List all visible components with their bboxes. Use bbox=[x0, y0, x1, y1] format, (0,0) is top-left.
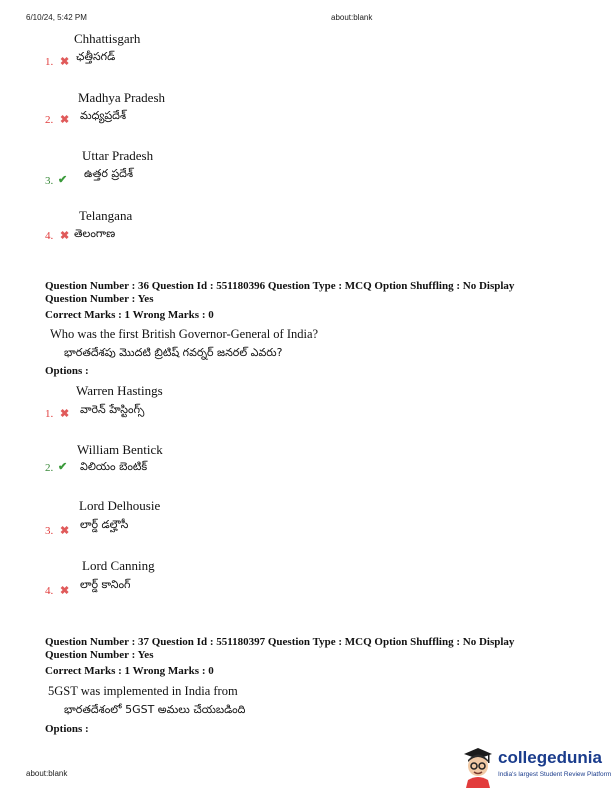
option-text-te: ఛత్తీసగడ్ bbox=[76, 50, 116, 63]
correct-mark-icon: ✔ bbox=[58, 174, 68, 186]
option-text-te: లార్డ్ కానింగ్ bbox=[80, 578, 131, 591]
option-text-en: Uttar Pradesh bbox=[82, 148, 154, 163]
option-text-te: ఉత్తర ప్రదేశ్ bbox=[84, 167, 133, 180]
wrong-mark-icon: ✖ bbox=[60, 408, 70, 420]
option-number: 2. bbox=[45, 114, 54, 126]
footer-url: about:blank bbox=[26, 769, 68, 778]
wrong-mark-icon: ✖ bbox=[60, 114, 70, 126]
question-text-te: భారతదేశపు మొదటి బ్రిటిష్ గవర్నర్ జనరల్ ఎవరు? bbox=[64, 346, 283, 359]
mascot-icon bbox=[460, 744, 496, 788]
question-text-te: భారతదేశంలో 5GST అమలు చేయబడింది bbox=[64, 703, 246, 716]
option-text-en: Lord Delhousie bbox=[79, 498, 161, 513]
question-meta-line: Question Number : 37 Question Id : 551180397 Question Type : MCQ Option Shuffling : No Display bbox=[45, 636, 515, 648]
question-marks-line: Correct Marks : 1 Wrong Marks : 0 bbox=[45, 665, 214, 677]
option-text-te: వారెన్ హేస్టింగ్స్ bbox=[80, 403, 145, 416]
option-number: 3. bbox=[45, 175, 54, 187]
question-display-line: Question Number : Yes bbox=[45, 293, 154, 305]
wrong-mark-icon: ✖ bbox=[60, 230, 70, 242]
print-datetime: 6/10/24, 5:42 PM bbox=[26, 13, 87, 22]
wrong-mark-icon: ✖ bbox=[60, 585, 70, 597]
option-number: 4. bbox=[45, 585, 54, 597]
correct-mark-icon: ✔ bbox=[58, 461, 68, 473]
wrong-mark-icon: ✖ bbox=[60, 56, 70, 68]
option-text-en: Telangana bbox=[79, 208, 133, 223]
options-label: Options : bbox=[45, 365, 89, 377]
question-display-line: Question Number : Yes bbox=[45, 649, 154, 661]
option-number: 2. bbox=[45, 462, 54, 474]
option-text-te: విలియం బెంటిక్ bbox=[80, 460, 148, 473]
print-url: about:blank bbox=[331, 13, 373, 22]
question-text-en: 5GST was implemented in India from bbox=[48, 684, 238, 698]
question-meta-line: Question Number : 36 Question Id : 551180396 Question Type : MCQ Option Shuffling : No Display bbox=[45, 280, 515, 292]
option-text-en: Madhya Pradesh bbox=[78, 90, 166, 105]
option-number: 3. bbox=[45, 525, 54, 537]
option-text-te: తెలంగాణ bbox=[74, 227, 116, 240]
option-text-te: మధ్యప్రదేశ్ bbox=[80, 109, 127, 122]
option-text-en: Lord Canning bbox=[82, 558, 155, 573]
option-number: 4. bbox=[45, 230, 54, 242]
logo-tagline: India's largest Student Review Platform bbox=[498, 771, 612, 778]
option-text-en: Warren Hastings bbox=[76, 383, 163, 398]
option-text-te: లార్డ్ డల్హౌసీ bbox=[80, 518, 129, 531]
logo-wordmark: collegedunia bbox=[498, 748, 602, 767]
wrong-mark-icon: ✖ bbox=[60, 525, 70, 537]
question-text-en: Who was the first British Governor-General of India? bbox=[50, 327, 319, 341]
question-marks-line: Correct Marks : 1 Wrong Marks : 0 bbox=[45, 309, 214, 321]
option-number: 1. bbox=[45, 408, 54, 420]
option-text-en: Chhattisgarh bbox=[74, 31, 141, 46]
options-label: Options : bbox=[45, 723, 89, 735]
option-number: 1. bbox=[45, 56, 54, 68]
collegedunia-logo bbox=[460, 744, 610, 790]
option-text-en: William Bentick bbox=[77, 442, 163, 457]
